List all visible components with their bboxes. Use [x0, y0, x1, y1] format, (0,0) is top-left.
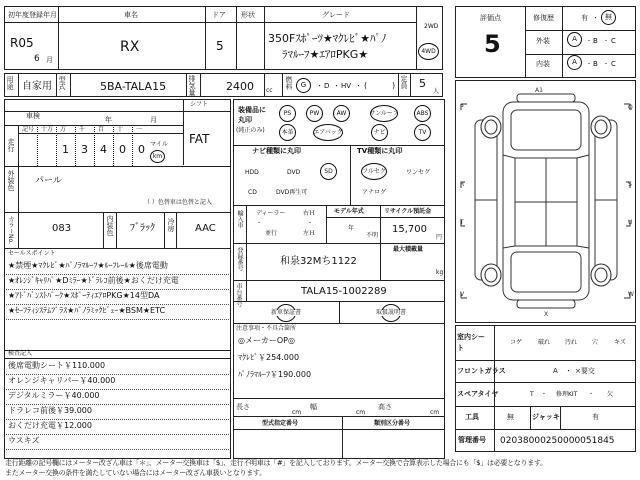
- fuel-label: 燃料: [285, 76, 293, 90]
- new-warranty-circle: [271, 304, 302, 322]
- fuel-hv: HV: [341, 82, 352, 90]
- score-label: 評価点: [480, 14, 501, 22]
- inspector-note-line: 後席電動シート￥110.000: [8, 361, 106, 370]
- sales-point-rule: [6, 319, 229, 320]
- ac-value: AAC: [195, 223, 216, 234]
- mileage-unit: km: [152, 152, 163, 160]
- navi-hdd: HDD: [245, 169, 259, 176]
- navi-cd: CD: [248, 189, 257, 196]
- inspection-month: 月: [150, 116, 157, 124]
- width-label: 幅: [310, 403, 317, 411]
- import-right-hand: 右Ｈ: [303, 210, 316, 217]
- fuel-g-circle: [296, 78, 311, 93]
- first-reg-month: 6: [34, 54, 40, 64]
- grade-line-2: ﾗﾏﾙｰﾌ★ｴｱﾛPKG★: [282, 48, 369, 61]
- sales-point-line: ★禁煙★ﾏｸﾚﾋﾞ★ﾊﾟﾉﾗﾏﾙｰﾌ★ﾙｰﾌﾚｰﾙ★後席電動: [8, 261, 168, 270]
- equipment-label-3: (純正のみ): [236, 127, 265, 134]
- color-no-label: カラーNo.: [7, 216, 14, 244]
- equipment-item: AW: [336, 109, 347, 117]
- inspection-label: 車検: [26, 112, 40, 120]
- capacity-value: 5: [419, 77, 426, 90]
- equipment-label-2: 丸印: [238, 116, 252, 124]
- notes-label: 注意事項・不具合箇所: [236, 325, 297, 332]
- spare-tire-missing: 欠: [607, 391, 614, 398]
- car-diagram: [455, 80, 636, 323]
- diagram-label-u: U: [628, 219, 633, 226]
- tools-label: 工具: [465, 413, 479, 421]
- mileage-digit-header: 一: [136, 126, 143, 133]
- diagram-label-t: T: [460, 219, 464, 226]
- interior-seat-item: コゲ: [510, 339, 523, 346]
- first-reg-year: R05: [10, 36, 34, 50]
- interior-color-label: 内装色: [106, 215, 114, 236]
- exterior-grade-label: 外装: [536, 37, 550, 45]
- sales-point-rule: [6, 274, 229, 275]
- tools-value: 無: [507, 413, 514, 421]
- spare-tire-kit: 修理KIT: [556, 391, 578, 398]
- mgmt-label: 管理番号: [458, 436, 486, 444]
- inspection-year: 年: [105, 116, 112, 124]
- repair-no: 無: [605, 13, 612, 21]
- windshield-value: ×要交: [575, 367, 595, 375]
- diagram-label-x: X: [544, 311, 549, 318]
- import-dealer: ディーラー: [256, 210, 286, 217]
- first-reg-label: 初年度登録年月: [8, 11, 57, 19]
- tv-oneseg: ワンセグ: [406, 169, 431, 176]
- doors-label: ドア: [212, 11, 226, 19]
- score-value: 5: [484, 30, 501, 58]
- mgmt-value: 02038000250000051845: [500, 436, 615, 446]
- car-name: RX: [120, 39, 140, 55]
- mileage-digit-header: 十万: [41, 126, 54, 133]
- grade-label: グレード: [322, 11, 350, 19]
- equipment-item-circle: [333, 105, 350, 122]
- equipment-item: PW: [309, 109, 320, 117]
- inspector-note-rule: [6, 389, 229, 390]
- new-warranty: 新車保証書: [271, 309, 302, 316]
- navi-sd: SD: [324, 167, 333, 175]
- max-load-label: 最大積載量: [393, 246, 424, 253]
- note-line: ◎メーカーOP◎: [238, 336, 295, 345]
- height-label: 高さ: [378, 403, 392, 411]
- inspector-note-line: ドラレコ前後￥39.000: [8, 406, 92, 415]
- tv-label: TV種類に丸印: [357, 147, 403, 155]
- mileage-digit: 0: [119, 143, 126, 156]
- mileage-digit-header: 万: [60, 126, 67, 133]
- diagram-mark-a1: A1: [535, 87, 543, 94]
- interior-seat-item: キズ: [614, 339, 626, 346]
- drive-2wd: 2WD: [424, 23, 439, 30]
- sales-point-rule: [6, 304, 229, 305]
- sales-point-rule: [6, 289, 229, 290]
- ac-label: 冷房: [167, 218, 175, 232]
- recycle-value: 15,700: [392, 224, 427, 235]
- equipment-item-circle: [306, 105, 323, 122]
- use-label: 用途: [6, 76, 14, 90]
- model-year-unknown: 不明: [366, 232, 379, 239]
- equipment-item-circle: [370, 105, 398, 122]
- mileage-digit: 1: [62, 143, 69, 156]
- equipment-item: エアバッグ: [313, 128, 343, 136]
- mileage-divider: [75, 125, 76, 166]
- exterior-color-value: パール: [35, 176, 62, 186]
- doors-value: 5: [216, 39, 224, 53]
- tv-fullseg: フルセグ: [362, 167, 386, 175]
- import-left-hand: 左Ｈ: [303, 230, 316, 237]
- mileage-unit-label: マイル: [150, 141, 168, 148]
- spare-tire-label: スペアタイヤ: [457, 390, 499, 398]
- mileage-digit: 4: [100, 143, 107, 156]
- max-load-unit: kg: [436, 269, 444, 276]
- chassis-label: 車台番号: [235, 283, 242, 307]
- mileage-digit: 3: [81, 143, 88, 156]
- diagram-label-w: W: [628, 291, 634, 298]
- jack-label: ジャッキ: [532, 413, 560, 421]
- equipment-item: PS: [283, 109, 292, 117]
- car-name-label: 車名: [124, 11, 138, 19]
- interior-color-value: ﾌﾞﾗｯｸ: [130, 223, 155, 234]
- inspector-note-line: おくだけ充電￥12.000: [8, 421, 92, 430]
- shift-value: FAT: [189, 132, 210, 146]
- equipment-item-circle: [371, 124, 388, 141]
- footer-line-2: またメーター交換の条件を満たしていない場合にはメーター改ざん車扱いとなります。: [5, 469, 266, 477]
- equipment-item-circle: [313, 124, 343, 141]
- model-value: 5BA-TALA15: [100, 80, 167, 93]
- repair-yes: 有: [581, 14, 588, 22]
- diagram-label-s: S: [628, 181, 632, 188]
- interior-grade-a: A: [567, 55, 582, 70]
- shift-label: シフト: [190, 101, 209, 108]
- mileage-divider: [37, 125, 38, 166]
- equipment-label-1: 装備品に: [238, 106, 266, 114]
- diagram-label-q: Q: [628, 104, 633, 111]
- shape-label: 形状: [241, 11, 255, 19]
- tv-fullseg-circle: [361, 163, 387, 180]
- navi-sd-circle: [320, 163, 337, 180]
- length-label: 長さ: [236, 403, 250, 411]
- equipment-item: TV: [418, 128, 427, 136]
- inspector-note-rule: [6, 419, 229, 420]
- registration-label: 登録番号: [236, 247, 243, 271]
- fuel-d: D: [324, 82, 330, 90]
- fuel-g: G: [300, 81, 307, 89]
- displacement-label: 排気量: [188, 75, 196, 96]
- tv-analog: アナログ: [362, 189, 387, 196]
- interior-seat-item: 汚れ: [565, 339, 578, 346]
- color-no-value: 083: [52, 223, 72, 234]
- equipment-item-circle: [279, 124, 296, 141]
- model-year-label: モデル年式: [334, 208, 364, 215]
- mileage-divider: [56, 125, 57, 166]
- mileage-digit-header: 百: [98, 126, 105, 133]
- exterior-color-note: （ ）色替車は色替と記入: [144, 199, 212, 206]
- capacity-label: 定員: [400, 75, 408, 89]
- equipment-item: サンルーフ: [369, 109, 399, 117]
- use-value: 自家用: [22, 81, 52, 92]
- spare-tire-t: T: [530, 391, 534, 398]
- sales-point-line: ★ｱﾄﾞﾊﾞﾝｽﾄﾊﾟｰｸ★ｽﾎﾟｰﾃｨｴｱﾛPKG★14型DA: [8, 291, 160, 300]
- first-reg-month-unit: 月: [46, 56, 53, 64]
- diagram-label-v: V: [460, 291, 465, 298]
- mileage-digit-header: 記号: [22, 126, 35, 133]
- repair-label: 修復歴: [533, 14, 554, 22]
- repair-no-circle: [601, 10, 616, 25]
- mileage-divider: [113, 125, 114, 166]
- type-designation-label: 型式指定番号: [262, 420, 299, 427]
- equipment-item: ナビ: [373, 128, 386, 136]
- inspector-note-line: オレンジキャリパー￥40.000: [8, 376, 116, 385]
- interior-grade-label: 内装: [536, 60, 550, 68]
- equipment-item-circle: [279, 105, 296, 122]
- diagram-label-p: P: [460, 104, 464, 111]
- recycle-label: リサイクル預託金: [384, 208, 432, 215]
- inspector-notes-label: 検査記入: [8, 350, 33, 357]
- sales-point-line: ★ｾｰﾌﾃｨｼｽﾃﾑﾌﾟﾗｽ★ﾊﾟﾉﾗﾐｯｸﾋﾞｭｰ★BSM★ETC: [8, 306, 166, 315]
- grade-line-1: 350Fｽﾎﾟｰﾂ★ﾏｸﾚﾋﾞ★ﾊﾟﾉ: [268, 32, 387, 45]
- exterior-grade-a: A: [567, 32, 582, 47]
- model-year-year: 年: [348, 225, 355, 232]
- mileage-digit-header: 十: [117, 126, 124, 133]
- note-line: ﾏｸﾚﾋﾞ￥254.000: [238, 353, 300, 362]
- navi-dvd: DVD: [287, 169, 301, 176]
- drive-4wd: 4WD: [421, 47, 436, 55]
- category-label: 類別区分番号: [374, 420, 411, 427]
- displacement-value: 2400: [226, 80, 254, 93]
- equipment-item: ABS: [416, 109, 429, 117]
- footer-line-1: 走行距離の記号欄にはメーター改ざん車は「＊」、メーター交換車は「$」、走行不明車は「#」を記入しております。メーター交換で合算表示した場合にも「$」は必要となります。: [5, 459, 547, 467]
- interior-seat-label: 室内シート: [457, 333, 485, 352]
- manual: 取扱説明書: [376, 309, 407, 316]
- exterior-color-label: 外装色: [7, 170, 15, 191]
- inspector-note-rule: [6, 374, 229, 375]
- windshield-label: フロントガラス: [457, 367, 506, 375]
- displacement-unit: cc: [266, 87, 273, 94]
- mileage-divider: [132, 125, 133, 166]
- sales-points-label: セールスポイント: [8, 250, 56, 257]
- registration-plate: 和泉32Mち1122: [280, 256, 357, 267]
- note-line: ﾊﾟﾉﾗﾏﾙｰﾌ￥190.000: [238, 370, 312, 379]
- inspector-note-line: デジタルミラー￥40.000: [8, 391, 100, 400]
- sales-point-line: ★ｵﾚﾝｼﾞｷｬﾘﾊﾟ★Dﾐﾗｰ★ﾄﾞﾗﾚｺ前後★おくだけ充電: [8, 276, 179, 285]
- windshield-a: A: [553, 367, 558, 375]
- mileage-unit-circle: [150, 150, 165, 163]
- inspector-note-rule: [6, 434, 229, 435]
- import-parallel: 並行: [265, 230, 278, 237]
- jack-value: 有: [592, 413, 599, 421]
- chassis-value: TALA15-1002289: [301, 286, 387, 297]
- import-label: 輸入車: [236, 210, 243, 228]
- model-label: 型式: [58, 76, 66, 90]
- navi-label: ナビ種類に丸印: [252, 147, 301, 155]
- recycle-yen: 円: [436, 234, 443, 241]
- interior-seat-item: 破れ: [538, 339, 551, 346]
- equipment-item: 本革: [281, 128, 294, 136]
- diagram-label-r: R: [460, 181, 465, 188]
- manual-circle: [376, 304, 407, 322]
- mileage-divider: [94, 125, 95, 166]
- mileage-digit: 0: [138, 143, 145, 156]
- inspector-note-rule: [6, 404, 229, 405]
- navi-dvd-play: DVD再生可: [276, 189, 308, 196]
- inspector-note-line: ウスキズ: [8, 436, 40, 445]
- equipment-item-circle: [414, 105, 431, 122]
- mileage-digit-header: 千: [79, 126, 86, 133]
- capacity-unit: 人: [433, 88, 440, 95]
- mileage-label: 走行: [7, 138, 15, 152]
- interior-seat-item: 穴: [592, 339, 599, 346]
- equipment-item-circle: [414, 124, 431, 141]
- inspector-note-rule: [6, 449, 229, 450]
- drive-4wd-circle: [418, 43, 439, 60]
